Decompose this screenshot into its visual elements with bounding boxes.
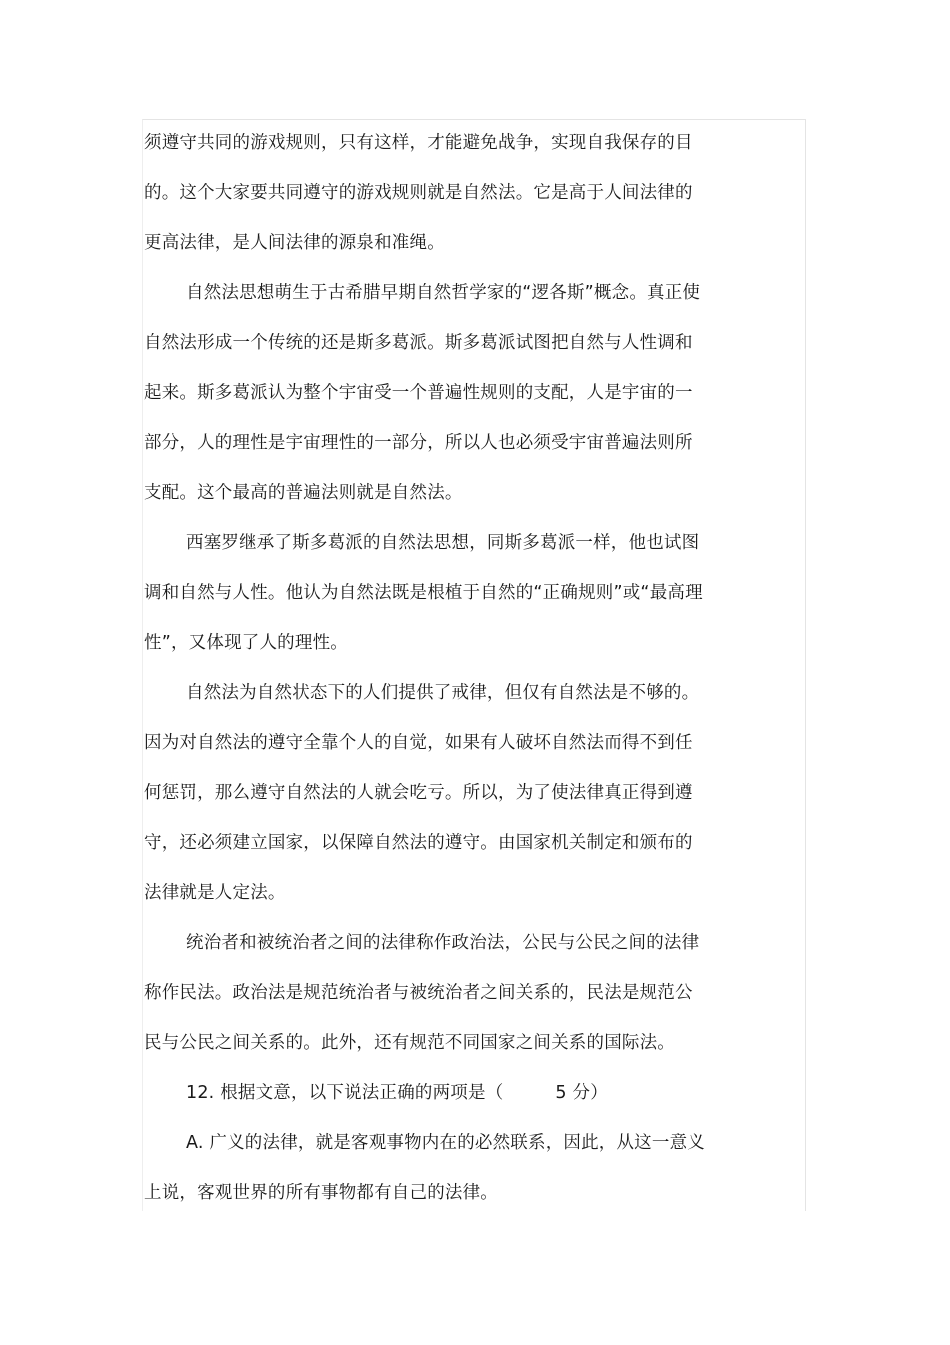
question-score: 5 分） xyxy=(555,1083,608,1103)
text-line: 起来。斯多葛派认为整个宇宙受一个普遍性规则的支配，人是宇宙的一 xyxy=(144,383,693,403)
text-line: 守，还必须建立国家，以保障自然法的遵守。由国家机关制定和颁布的 xyxy=(144,833,693,853)
text-line: 部分，人的理性是宇宙理性的一部分，所以人也必须受宇宙普遍法则所 xyxy=(144,433,693,453)
paragraph-start-line: 自然法思想萌生于古希腊早期自然哲学家的“逻各斯”概念。真正使 xyxy=(186,283,701,303)
text-line: 调和自然与人性。他认为自然法既是根植于自然的“正确规则”或“最高理 xyxy=(144,583,703,603)
option-a-line: A. 广义的法律，就是客观事物内在的必然联系，因此，从这一意义 xyxy=(186,1133,705,1153)
paragraph-start-line: 统治者和被统治者之间的法律称作政治法，公民与公民之间的法律 xyxy=(186,933,700,953)
text-line: 法律就是人定法。 xyxy=(144,883,286,903)
option-a-line: 上说，客观世界的所有事物都有自己的法律。 xyxy=(144,1183,498,1203)
question-12 xyxy=(144,1076,744,1126)
text-line: 因为对自然法的遵守全靠个人的自觉，如果有人破坏自然法而得不到任 xyxy=(144,733,693,753)
text-line: 自然法形成一个传统的还是斯多葛派。斯多葛派试图把自然与人性调和 xyxy=(144,333,693,353)
text-line: 的。这个大家要共同遵守的游戏规则就是自然法。它是高于人间法律的 xyxy=(144,183,693,203)
paragraph-start-line: 自然法为自然状态下的人们提供了戒律，但仅有自然法是不够的。 xyxy=(186,683,700,703)
paragraph-start-line: 西塞罗继承了斯多葛派的自然法思想，同斯多葛派一样，他也试图 xyxy=(186,533,700,553)
text-line: 称作民法。政治法是规范统治者与被统治者之间关系的，民法是规范公 xyxy=(144,983,693,1003)
document-body xyxy=(144,126,744,1226)
text-line: 须遵守共同的游戏规则，只有这样，才能避免战争，实现自我保存的目 xyxy=(144,133,693,153)
text-line: 支配。这个最高的普遍法则就是自然法。 xyxy=(144,483,463,503)
question-prompt: 12. 根据文意，以下说法正确的两项是（ xyxy=(186,1083,504,1103)
text-line: 性”，又体现了人的理性。 xyxy=(144,633,348,653)
text-line: 更高法律，是人间法律的源泉和准绳。 xyxy=(144,233,445,253)
text-line: 何惩罚，那么遵守自然法的人就会吃亏。所以，为了使法律真正得到遵 xyxy=(144,783,693,803)
text-line: 民与公民之间关系的。此外，还有规范不同国家之间关系的国际法。 xyxy=(144,1033,675,1053)
